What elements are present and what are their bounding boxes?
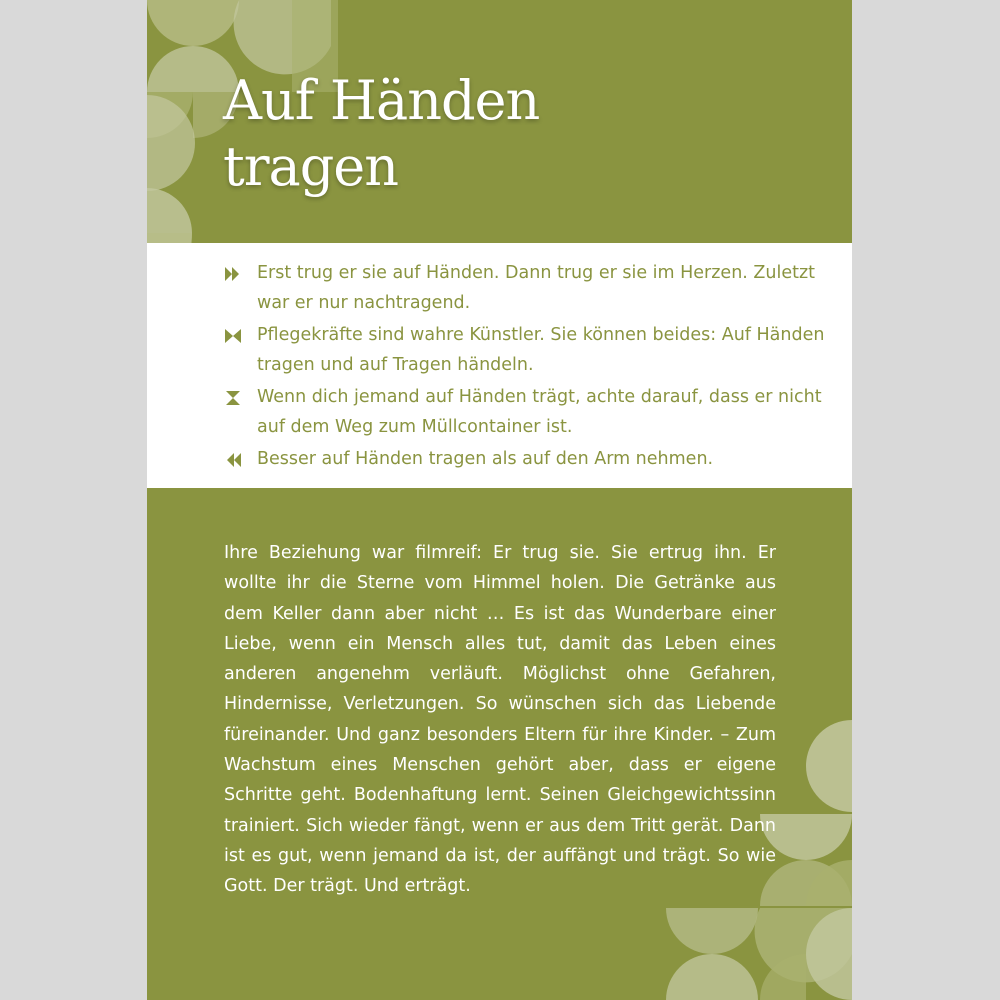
quote-item [225, 258, 825, 318]
body-paragraph: Ihre Beziehung war filmreif: Er trug sie. Sie ertrug ihn. Er wollte ihr die Sterne vom Himmel holen. Die Getränke aus dem Keller dann aber nicht … Es ist das Wunderbare einer Liebe, wenn ein Mensch alles tut, damit das Leben eines anderen angenehm verläuft. Möglichst ohne Gefahren, Hindernisse, Verletzungen. So wünschen sich das Liebende füreinander. Und ganz besonders Eltern für ihre Kinder. – Zum Wachstum eines Menschen gehört aber, dass er eigene Schritte geht. Bodenhaftung lernt. Seinen Gleichgewichtssinn trainiert. Sich wieder fängt, wenn er aus dem Tritt gerät. Dann ist es gut, wenn jemand da ist, der auffängt und trägt. So wie Gott. Der trägt. Und erträgt. [224, 543, 776, 897]
quote-text: Besser auf Händen tragen als auf den Arm nehmen. [257, 449, 714, 469]
quote-list [225, 258, 825, 476]
quote-text: Wenn dich jemand auf Händen trägt, achte darauf, dass er nicht auf dem Weg zum Müllcontainer ist. [257, 387, 822, 437]
deco-shape [806, 720, 852, 812]
page-title [223, 68, 539, 200]
deco-shape [147, 0, 239, 46]
title-line: Auf Händen [223, 69, 540, 132]
quote-item [225, 444, 825, 474]
bowtie-icon [225, 329, 241, 343]
quote-text: Pflegekräfte sind wahre Künstler. Sie können beides: Auf Händen tragen und auf Tragen händeln. [257, 325, 825, 375]
hourglass-icon [225, 391, 241, 405]
deco-shape [666, 954, 758, 1000]
double-chevron-right-icon [225, 267, 241, 281]
quote-text: Erst trug er sie auf Händen. Dann trug er sie im Herzen. Zuletzt war er nur nachtragend. [257, 263, 816, 313]
quote-band [147, 243, 852, 488]
title-line: tragen [223, 135, 399, 198]
deco-shape [666, 908, 758, 954]
page-card [147, 0, 852, 1000]
quote-item [225, 320, 825, 380]
double-chevron-left-icon [225, 453, 241, 467]
quote-item [225, 382, 825, 442]
